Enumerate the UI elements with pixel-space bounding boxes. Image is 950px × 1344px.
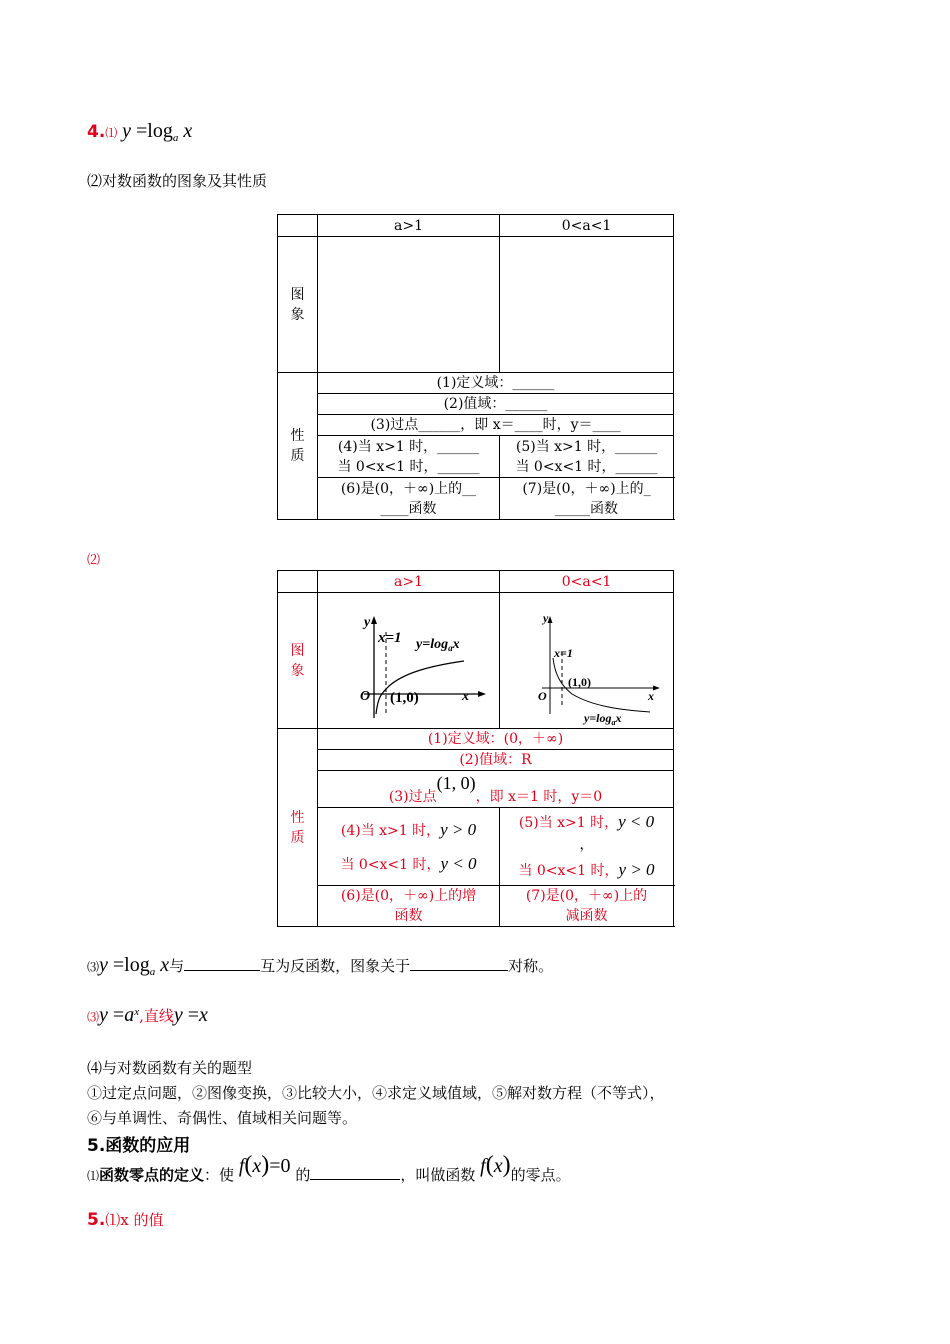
properties-table-answers	[277, 570, 674, 927]
prop-domain: (1)定义域：______	[318, 373, 674, 394]
blank-2	[410, 956, 508, 971]
point-1-0: (1, 0)	[436, 773, 476, 793]
prop-sign-a-lt-1: (5)当 x>1 时，______ 当 0<x<1 时，______	[500, 436, 674, 478]
question-types-title: ⑷与对数函数有关的题型	[87, 1059, 253, 1077]
origin-label: O	[537, 688, 547, 703]
point-label: (1,0)	[567, 674, 591, 689]
prop-domain: (1)定义域：(0，＋∞)	[318, 729, 674, 750]
corner-cell	[278, 215, 318, 237]
prop-sign-a-gt-1: (4)当 x>1 时，y > 0 当 0<x<1 时，y < 0	[318, 808, 500, 886]
inverse-function-answer: ⑶y $=a^x$,直线y =x	[87, 1004, 208, 1026]
graph-log-increasing	[324, 596, 494, 726]
y-label: y	[363, 614, 370, 630]
section-5-heading: 5.函数的应用	[87, 1136, 191, 1156]
header-a-gt-1: a>1	[318, 215, 500, 237]
x1-label: x=1	[553, 645, 573, 660]
row-label-graph: 图象	[278, 237, 318, 373]
x1-label: x=1	[377, 629, 402, 646]
blank-3	[310, 1165, 400, 1180]
item-marker: ⑴	[105, 126, 118, 140]
row-label-graph: 图象	[278, 593, 318, 729]
question-types-line-2: ⑥与单调性、奇偶性、值域相关问题等。	[87, 1109, 358, 1127]
zero-point-definition: ⑴函数零点的定义：使 f(x)=0 的 ，叫做函数 f(x)的零点。	[87, 1152, 571, 1184]
math-x: x	[178, 120, 193, 142]
prop-fixed-point: (3)过点______，即 x＝____时，y＝____	[318, 415, 674, 436]
x-label: x	[647, 688, 654, 703]
origin-label: O	[359, 688, 370, 704]
zero-point-answer: 5.⑴x 的值	[87, 1210, 164, 1230]
y-arrow	[371, 616, 377, 624]
prop-mono-a-gt-1: (6)是(0，＋∞)上的增 函数	[318, 886, 500, 927]
question-types-line-1: ①过定点问题，②图像变换，③比较大小，④求定义域值域，⑤解对数方程（不等式），	[87, 1084, 665, 1102]
curve-label: $y=\log_ax$	[583, 710, 622, 726]
curve-label: $y=\log_ax$	[415, 636, 460, 653]
properties-table-blank	[277, 214, 674, 520]
y-label: y	[542, 610, 548, 625]
graph-cell-a-lt-1	[500, 593, 674, 729]
answer-label-2: ⑵	[87, 553, 101, 568]
header-a-lt-1: 0<a<1	[500, 215, 674, 237]
graph-cell-a-gt-1	[318, 593, 500, 729]
x-arrow	[653, 685, 660, 690]
inverse-function-question: ⑶y $=\log_a$ x与 互为反函数，图象关于 对称。	[87, 954, 554, 978]
point-label: (1,0)	[389, 689, 419, 706]
graph-cell-a-lt-1	[500, 237, 674, 373]
header-a-gt-1: a>1	[318, 571, 500, 593]
prop-mono-a-lt-1: (7)是(0，＋∞)上的 减函数	[500, 886, 674, 927]
subsection-title: ⑵对数函数的图象及其性质	[87, 172, 268, 190]
prop-range: (2)值域：R	[318, 750, 674, 771]
row-label-properties: 性质	[278, 373, 318, 520]
graph-log-decreasing	[502, 596, 672, 726]
prop-sign-a-gt-1: (4)当 x>1 时，______ 当 0<x<1 时，______	[318, 436, 500, 478]
x-arrow	[478, 691, 486, 697]
x-label: x	[461, 688, 469, 704]
blank-1	[184, 956, 260, 971]
header-a-lt-1: 0<a<1	[500, 571, 674, 593]
prop-fixed-point: (3)过点(1, 0)，即 x＝1 时，y＝0	[318, 771, 674, 808]
log-curve	[376, 661, 464, 714]
prop-mono-a-lt-1: (7)是(0，＋∞)上的_ _____函数	[500, 478, 674, 520]
section-4-heading	[87, 120, 192, 144]
row-label-properties: 性质	[278, 729, 318, 927]
math-y: y	[122, 120, 131, 142]
prop-mono-a-gt-1: (6)是(0，＋∞)上的__ ____函数	[318, 478, 500, 520]
graph-cell-a-gt-1	[318, 237, 500, 373]
prop-range: (2)值域：______	[318, 394, 674, 415]
math-log: =log	[130, 120, 173, 142]
math-base: a	[172, 132, 179, 144]
corner-cell	[278, 571, 318, 593]
prop-sign-a-lt-1: (5)当 x>1 时，y < 0 ， 当 0<x<1 时，y > 0	[500, 808, 674, 886]
section-number: 4.	[87, 122, 106, 142]
